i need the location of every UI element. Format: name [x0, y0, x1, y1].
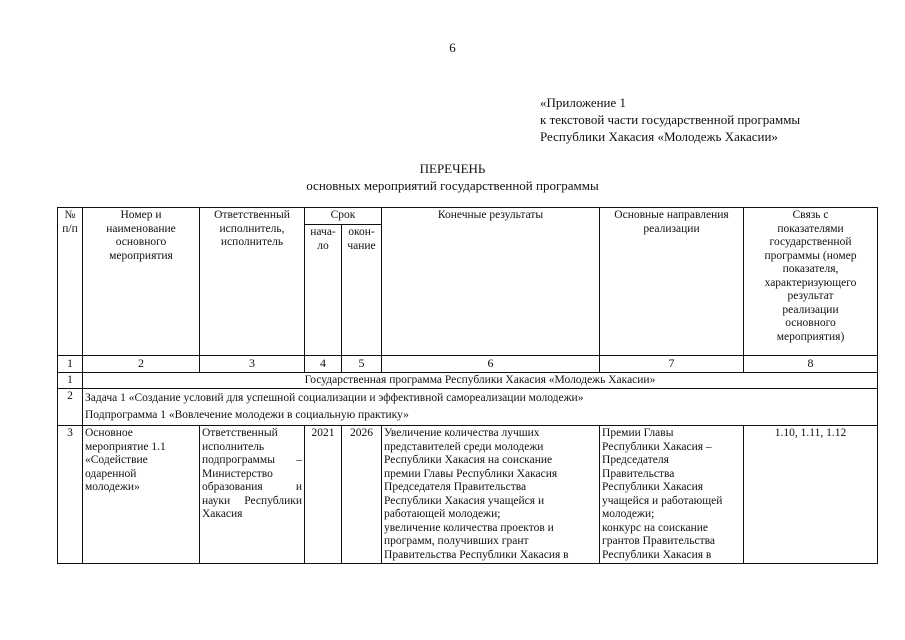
row-number: 3 [58, 426, 83, 564]
measures-table [57, 207, 878, 564]
cell-line: учащейся и работающей [602, 494, 723, 507]
cell-word: подпрограммы [202, 454, 275, 466]
header-text: исполнитель [220, 236, 284, 248]
cell-line: исполнитель [202, 440, 265, 453]
cell-word: образования [202, 481, 263, 493]
cell-line: Республики Хакасия – [602, 440, 712, 453]
header-text: основного [115, 236, 167, 248]
start-year: 2021 [305, 426, 342, 564]
header-text: наименование [106, 222, 176, 235]
table-row [58, 372, 878, 389]
directions-cell [600, 426, 744, 564]
results-cell [382, 426, 600, 564]
header-text: Связь с [792, 209, 829, 221]
header-text: окон- [348, 226, 375, 238]
header-text: исполнитель, [219, 222, 285, 235]
cell-word: и [295, 481, 302, 493]
cell-line: программ, получивших грант [384, 535, 529, 547]
document-title [0, 160, 905, 194]
header-text: мероприятия [109, 249, 173, 262]
appendix-line: к текстовой части государственной программы [540, 112, 801, 127]
appendix-line: «Приложение 1 [540, 95, 627, 110]
cell-line: мероприятие 1.1 [85, 440, 166, 453]
header-text: программы (номер [764, 249, 857, 262]
column-number: 8 [744, 356, 878, 373]
header-link [744, 208, 878, 356]
cell-line: Министерство [202, 467, 273, 480]
header-text: п/п [62, 222, 78, 235]
executor-cell [200, 426, 305, 564]
header-text: ло [317, 239, 329, 252]
header-executor [200, 208, 305, 356]
header-text: нача- [310, 226, 336, 238]
task-cell [83, 389, 878, 426]
cell-line: Республики Хакасия учащейся и [384, 494, 545, 507]
header-text: чание [347, 239, 376, 252]
cell-line: грантов Правительства [602, 535, 716, 547]
title-heading: ПЕРЕЧЕНЬ [419, 161, 486, 176]
column-number: 1 [58, 356, 83, 373]
header-text: основного [785, 317, 836, 329]
header-text: № [64, 209, 76, 221]
cell-line: работающей молодежи; [384, 508, 501, 520]
cell-line: Премии Главы [602, 427, 674, 439]
header-num [58, 208, 83, 356]
cell-line: Правительства Республики Хакасия в [384, 548, 569, 561]
header-results: Конечные результаты [382, 208, 600, 356]
header-row [58, 208, 878, 225]
header-text: мероприятия) [776, 330, 845, 343]
cell-line: Республики Хакасия [602, 481, 704, 493]
header-directions [600, 208, 744, 356]
header-text: результат [787, 290, 834, 302]
title-subheading: основных мероприятий государственной программы [306, 178, 599, 193]
header-text: Основные направления [614, 209, 729, 221]
column-number: 6 [382, 356, 600, 373]
header-text: показателя, [782, 263, 839, 275]
column-number: 3 [200, 356, 305, 373]
cell-line: увеличение количества проектов и [384, 521, 554, 534]
program-title-cell: Государственная программа Республики Хакасия «Молодежь Хакасии» [83, 372, 878, 389]
header-text: показателями [777, 222, 844, 235]
column-number: 2 [83, 356, 200, 373]
cell-line: Основное [85, 427, 133, 439]
column-number: 4 [305, 356, 342, 373]
cell-line: премии Главы Республики Хакасия [384, 467, 558, 480]
header-measure [83, 208, 200, 356]
cell-line [202, 481, 302, 495]
table-row [58, 426, 878, 564]
indicator-link-cell: 1.10, 1.11, 1.12 [744, 426, 878, 564]
header-end [342, 225, 382, 356]
subprogram-text: Подпрограмма 1 «Вовлечение молодежи в социальную практику» [85, 409, 409, 421]
header-text: реализации [643, 222, 700, 235]
cell-line: Правительства [602, 467, 675, 480]
cell-line: представителей среди молодежи [384, 440, 544, 453]
cell-word: – [296, 454, 302, 466]
cell-line: молодежи; [602, 508, 655, 520]
cell-line: Республики Хакасия в [602, 548, 712, 561]
header-start [305, 225, 342, 356]
cell-line: Хакасия [202, 508, 243, 520]
cell-line: конкурс на соискание [602, 521, 709, 534]
column-number: 5 [342, 356, 382, 373]
cell-line: молодежи» [85, 481, 140, 493]
measure-cell [83, 426, 200, 564]
end-year: 2026 [342, 426, 382, 564]
column-number-row [58, 356, 878, 373]
cell-line: «Содействие [85, 454, 148, 466]
cell-line: Ответственный [202, 427, 278, 439]
cell-line: Председателя [602, 454, 669, 466]
header-text: характеризующего [764, 276, 857, 289]
appendix-note [540, 94, 800, 145]
header-text: Номер и [120, 209, 162, 221]
header-text: государственной [769, 236, 852, 248]
appendix-line: Республики Хакасия «Молодежь Хакасии» [540, 129, 778, 144]
page-number: 6 [449, 40, 456, 55]
header-text: Ответственный [214, 209, 290, 221]
cell-line: Республики Хакасия на соискание [384, 454, 553, 466]
cell-word: Республики [244, 494, 302, 507]
header-text: реализации [782, 303, 839, 316]
row-number: 1 [58, 372, 83, 389]
cell-line: Увеличение количества лучших [384, 427, 540, 439]
table-row [58, 389, 878, 426]
task-text: Задача 1 «Создание условий для успешной социализации и эффективной самореализации молодежи» [85, 392, 584, 404]
cell-line [202, 454, 302, 468]
row-number: 2 [58, 389, 83, 426]
cell-line [202, 495, 302, 509]
header-term: Срок [305, 208, 382, 225]
column-number: 7 [600, 356, 744, 373]
cell-line: Председателя Правительства [384, 481, 527, 493]
cell-line: одаренной [85, 467, 137, 480]
cell-word: науки [202, 494, 231, 507]
